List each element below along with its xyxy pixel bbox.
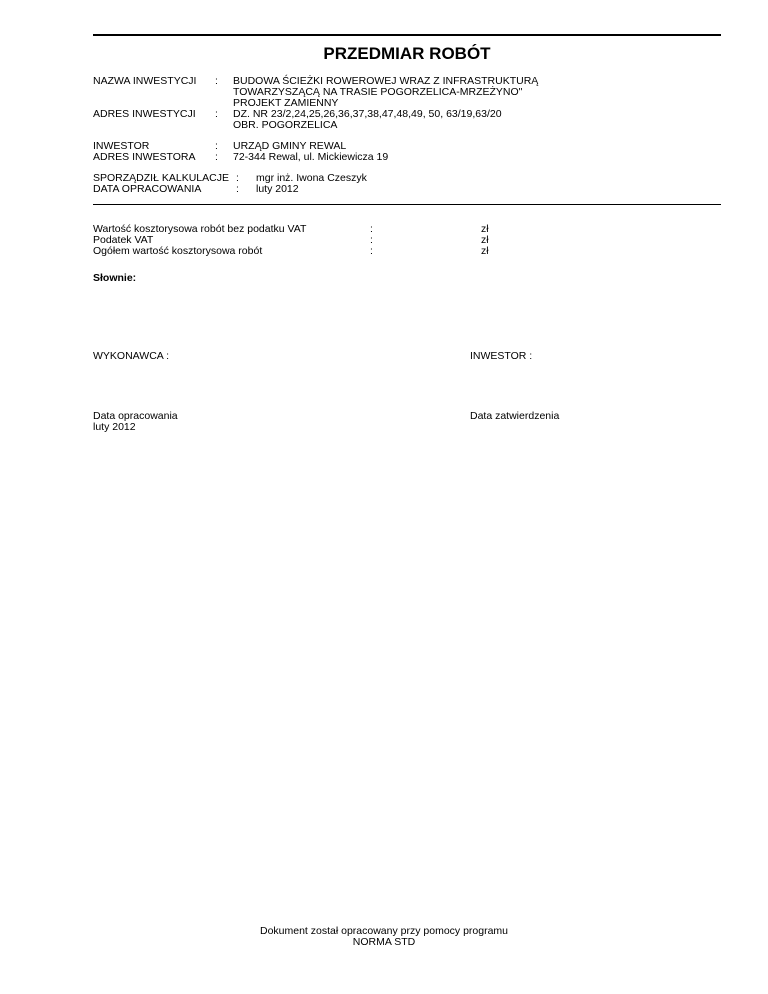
total-value-separator: : xyxy=(370,245,373,257)
investment-name-separator: : xyxy=(215,75,218,87)
investor-address-label: ADRES INWESTORA xyxy=(93,151,196,163)
net-value-separator: : xyxy=(370,223,373,235)
investment-name-line-3: PROJEKT ZAMIENNY xyxy=(233,97,339,109)
prepared-date-label: DATA OPRACOWANIA xyxy=(93,183,202,195)
investment-address-line-1: DZ. NR 23/2,24,25,26,36,37,38,47,48,49, 50, 63/19,63/20 xyxy=(233,108,502,120)
document-title: PRZEDMIAR ROBÓT xyxy=(323,44,491,63)
prepared-by-value: mgr inż. Iwona Czeszyk xyxy=(256,172,367,184)
investor-address-value: 72-344 Rewal, ul. Mickiewicza 19 xyxy=(233,151,389,163)
footer-line-2: NORMA STD xyxy=(352,936,416,948)
investor-sign-label: INWESTOR : xyxy=(470,350,533,362)
footer-line-1: Dokument został opracowany przy pomocy programu xyxy=(259,925,509,937)
vat-label: Podatek VAT xyxy=(93,234,154,246)
prepared-on-value: luty 2012 xyxy=(93,421,136,433)
vat-currency: zł xyxy=(481,234,489,246)
investment-name-line-2: TOWARZYSZĄCĄ NA TRASIE POGORZELICA-MRZEŻYNO" xyxy=(233,86,523,98)
contractor-label: WYKONAWCA : xyxy=(93,350,170,362)
investment-address-line-2: OBR. POGORZELICA xyxy=(233,119,338,131)
investment-address-label: ADRES INWESTYCJI xyxy=(93,108,196,120)
total-value-currency: zł xyxy=(481,245,489,257)
footer-note xyxy=(234,926,534,948)
investment-address-separator: : xyxy=(215,108,218,120)
section-divider xyxy=(93,204,721,205)
investor-label: INWESTOR xyxy=(93,140,150,152)
prepared-on-label: Data opracowania xyxy=(93,410,178,422)
prepared-date-value: luty 2012 xyxy=(256,183,299,195)
investor-value: URZĄD GMINY REWAL xyxy=(233,140,347,152)
vat-separator: : xyxy=(370,234,373,246)
total-value-label: Ogółem wartość kosztorysowa robót xyxy=(93,245,263,257)
investor-separator: : xyxy=(215,140,218,152)
prepared-by-separator: : xyxy=(236,172,239,184)
top-rule xyxy=(93,34,721,36)
prepared-by-label: SPORZĄDZIŁ KALKULACJE xyxy=(93,172,229,184)
investment-name-label: NAZWA INWESTYCJI xyxy=(93,75,197,87)
prepared-date-separator: : xyxy=(236,183,239,195)
approval-date-label: Data zatwierdzenia xyxy=(470,410,560,422)
net-value-currency: zł xyxy=(481,223,489,235)
in-words-label: Słownie: xyxy=(93,272,137,284)
investment-name-line-1: BUDOWA ŚCIEŻKI ROWEROWEJ WRAZ Z INFRASTRUKTURĄ xyxy=(233,75,539,87)
net-value-label: Wartość kosztorysowa robót bez podatku VAT xyxy=(93,223,307,235)
investor-address-separator: : xyxy=(215,151,218,163)
